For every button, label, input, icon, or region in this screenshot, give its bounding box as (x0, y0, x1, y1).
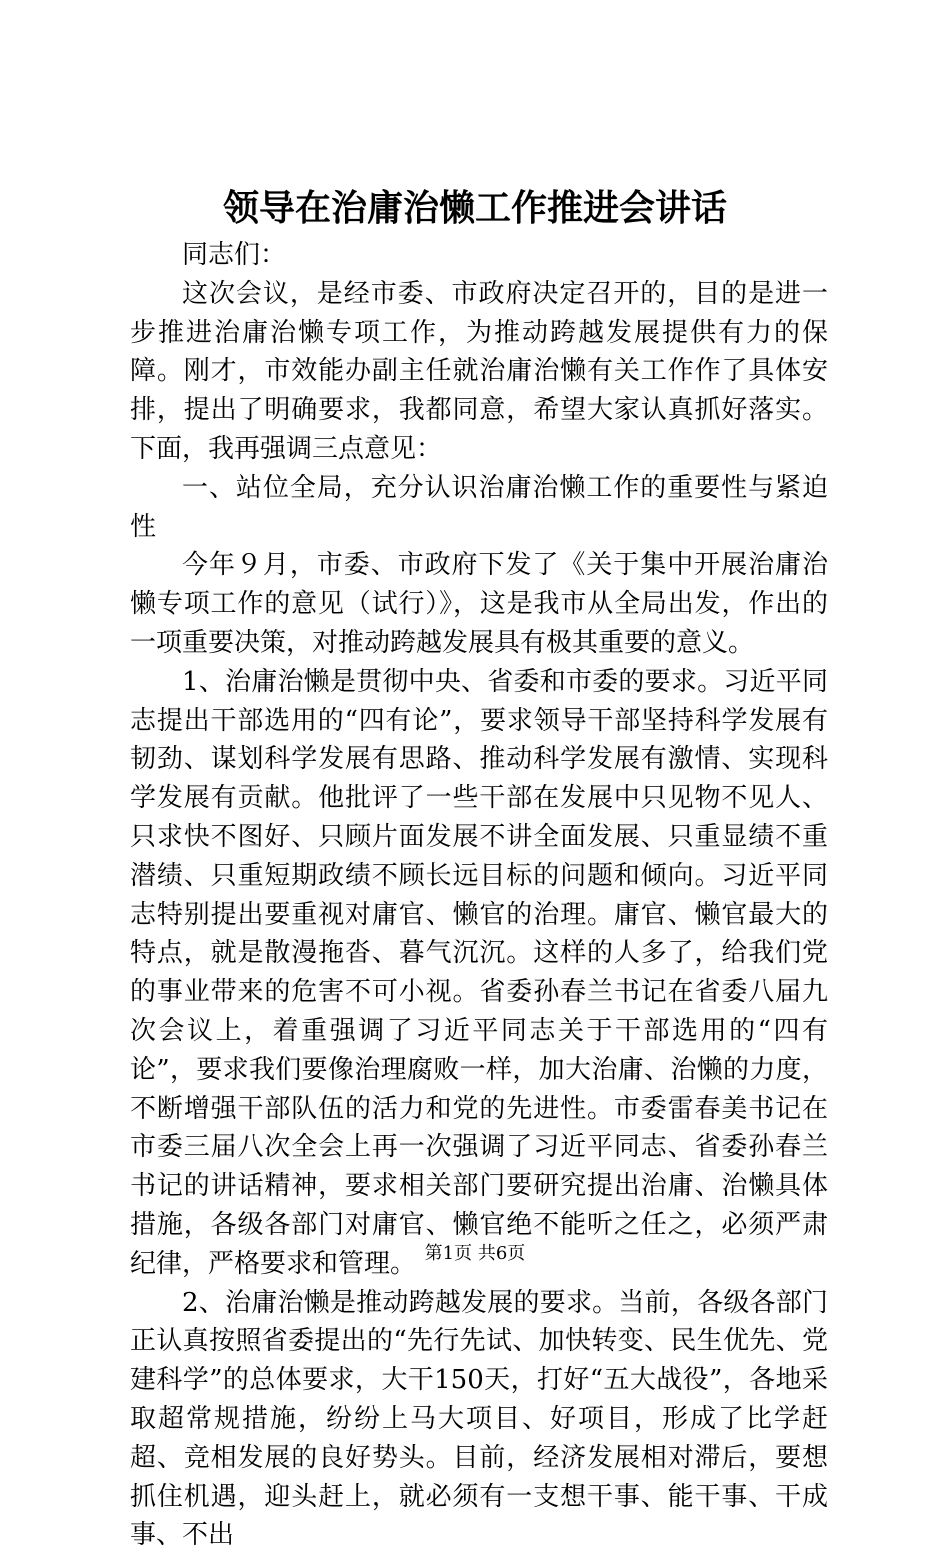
page-footer: 第1页 共6页 (424, 1243, 526, 1264)
document-title: 领导在治庸治懒工作推进会讲话 (222, 187, 727, 229)
body-paragraph: 今年９月，市委、市政府下发了《关于集中开展治庸治懒专项工作的意见（试行）》，这是我市从全局出发，作出的一项重要决策，对推动跨越发展具有极其重要的意义。 (130, 550, 828, 658)
document-body (130, 236, 828, 1555)
body-paragraph: 这次会议，是经市委、市政府决定召开的，目的是进一步推进治庸治懒专项工作，为推动跨越发展提供有力的保障。刚才，市效能办副主任就治庸治懒有关工作作了具体安排，提出了明确要求，我都同意，希望大家认真抓好落实。下面，我再强调三点意见： (130, 278, 828, 464)
section-heading: 一、站位全局，充分认识治庸治懒工作的重要性与紧迫性 (130, 472, 828, 542)
body-paragraph: 2、治庸治懒是推动跨越发展的要求。当前，各级各部门正认真按照省委提出的“先行先试、加快转变、民生优先、党建科学”的总体要求，大干150天，打好“五大战役”，各地采取超常规措施，纷纷上马大项目、好项目，形成了比学赶超、竞相发展的良好势头。目前，经济发展相对滞后，要想抓住机遇，迎头赶上，就必须有一支想干事、能干事、干成事、不出 (130, 1287, 828, 1551)
salutation-paragraph: 同志们： (182, 240, 287, 270)
body-paragraph: 1、治庸治懒是贯彻中央、省委和市委的要求。习近平同志提出干部选用的“四有论”，要求领导干部坚持科学发展有韧劲、谋划科学发展有思路、推动科学发展有激情、实现科学发展有贡献。他批评了一些干部在发展中只见物不见人、只求快不图好、只顾片面发展不讲全面发展、只重显绩不重潜绩、只重短期政绩不顾长远目标的问题和倾向。习近平同志特别提出要重视对庸官、懒官的治理。庸官、懒官最大的特点，就是散漫拖沓、暮气沉沉。这样的人多了，给我们党的事业带来的危害不可小视。省委孙春兰书记在省委八届九次会议上，着重强调了习近平同志关于干部选用的“四有论”，要求我们要像治理腐败一样，加大治庸、治懒的力度，不断增强干部队伍的活力和党的先进性。市委雷春美书记在市委三届八次全会上再一次强调了习近平同志、省委孙春兰书记的讲话精神，要求相关部门要研究提出治庸、治懒具体措施，各级各部门对庸官、懒官绝不能听之任之，必须严肃纪律，严格要求和管理。 (130, 666, 828, 1279)
